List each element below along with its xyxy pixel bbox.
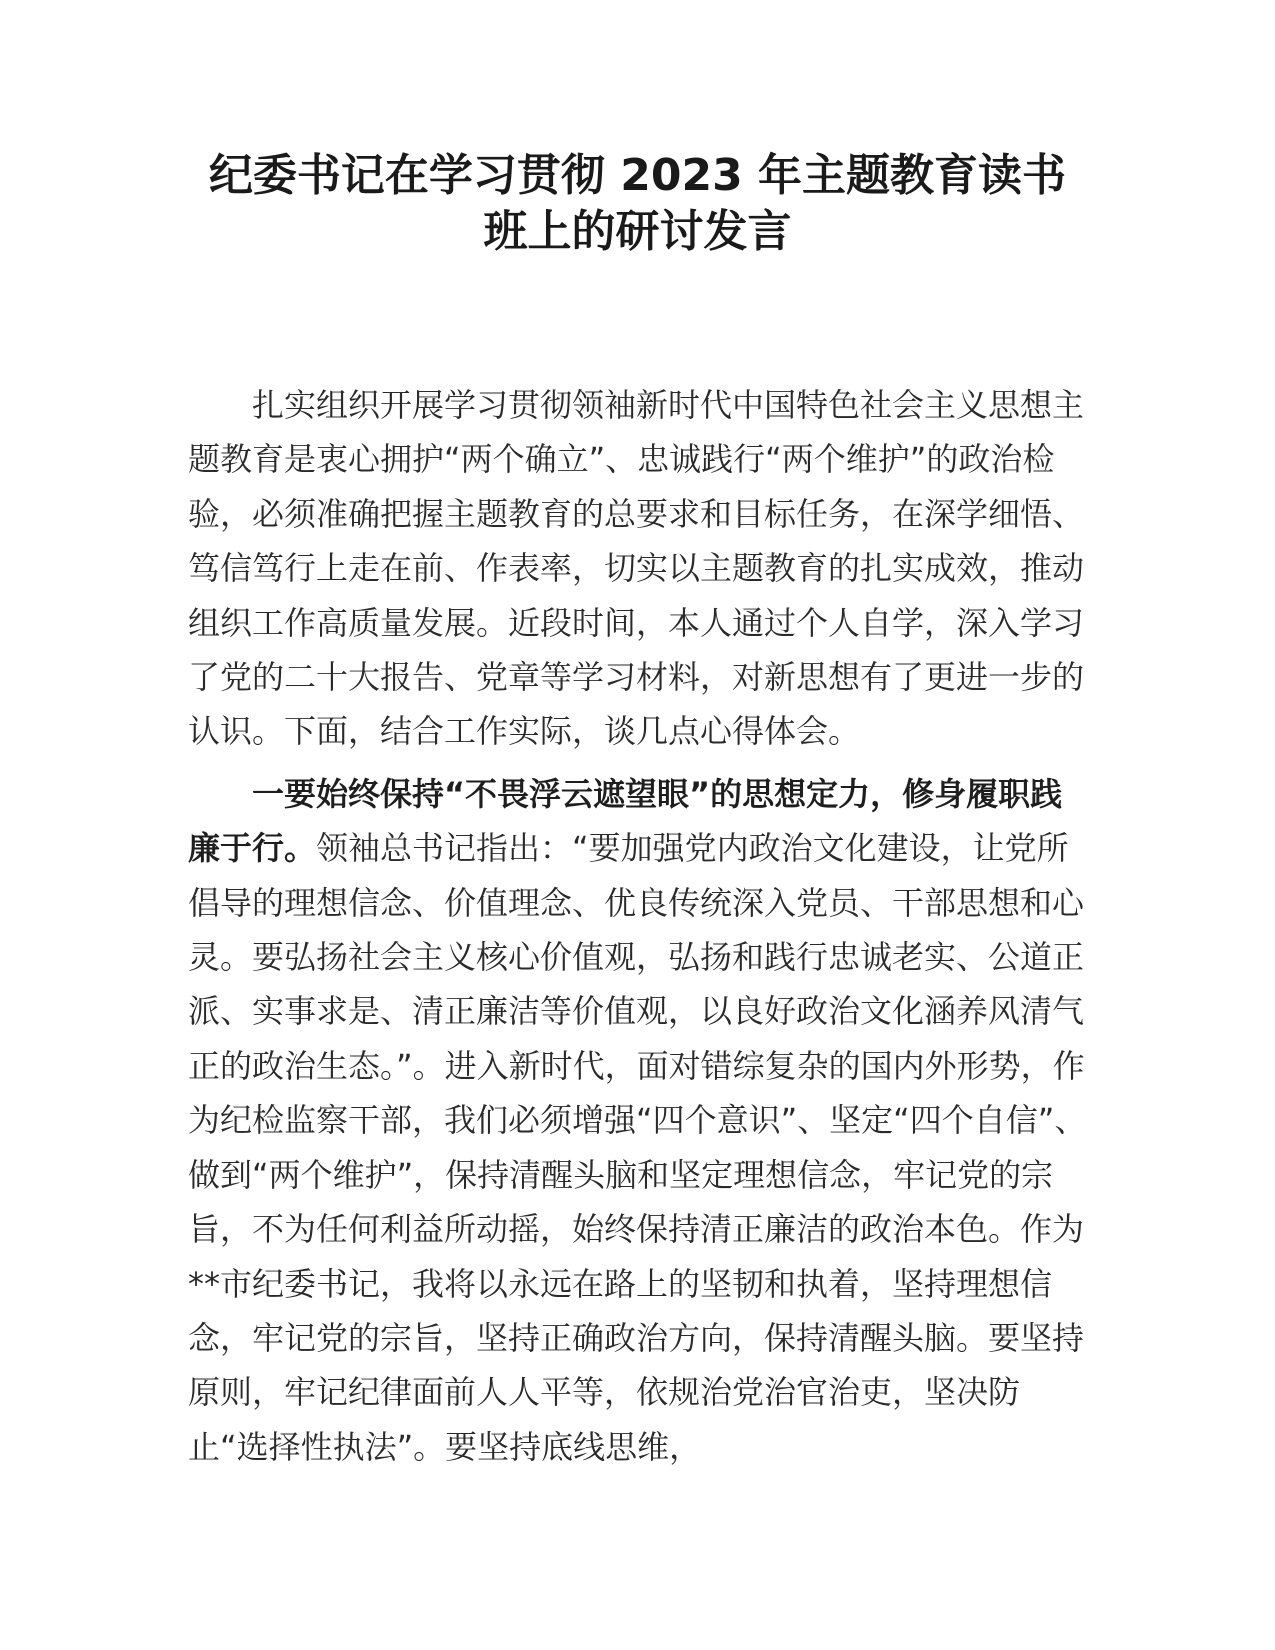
document-body (188, 378, 1088, 1474)
paragraph-point-one (188, 767, 1088, 1474)
paragraph-lead: 一要始终保持“不畏浮云遮望眼”的思想定力，修身履职践廉于行。 (188, 774, 1063, 868)
title-line-1: 纪委书记在学习贯彻 2023 年主题教育读书 (208, 150, 1067, 201)
title-line-2: 班上的研讨发言 (483, 206, 792, 257)
paragraph-text: 领袖总书记指出：“要加强党内政治文化建设，让党所倡导的理想信念、价值理念、优良传统深入党员、干部思想和心灵。要弘扬社会主义核心价值观，弘扬和践行忠诚老实、公道正派、实事求是、清正廉洁等价值观，以良好政治文化涵养风清气正的政治生态。”。进入新时代，面对错综复杂的国内外形势，作为纪检监察干部，我们必须增强“四个意识”、坚定“四个自信”、做到“两个维护”，保持清醒头脑和坚定理想信念，牢记党的宗旨，不为任何利益所动摇，始终保持清正廉洁的政治本色。作为**市纪委书记，我将以永远在路上的坚韧和执着，坚持理想信念，牢记党的宗旨，坚持正确政治方向，保持清醒头脑。要坚持原则，牢记纪律面前人人平等，依规治党治官治吏，坚决防止“选择性执法”。要坚持底线思维， (188, 829, 1087, 1466)
paragraph-intro (188, 378, 1088, 759)
document-title (150, 148, 1125, 260)
paragraph-text: 扎实组织开展学习贯彻领袖新时代中国特色社会主义思想主题教育是衷心拥护“两个确立”、忠诚践行“两个维护”的政治检验，必须准确把握主题教育的总要求和目标任务，在深学细悟、笃信笃行上走在前、作表率，切实以主题教育的扎实成效，推动组织工作高质量发展。近段时间，本人通过个人自学，深入学习了党的二十大报告、党章等学习材料，对新思想有了更进一步的认识。下面，结合工作实际，谈几点心得体会。 (188, 386, 1085, 751)
